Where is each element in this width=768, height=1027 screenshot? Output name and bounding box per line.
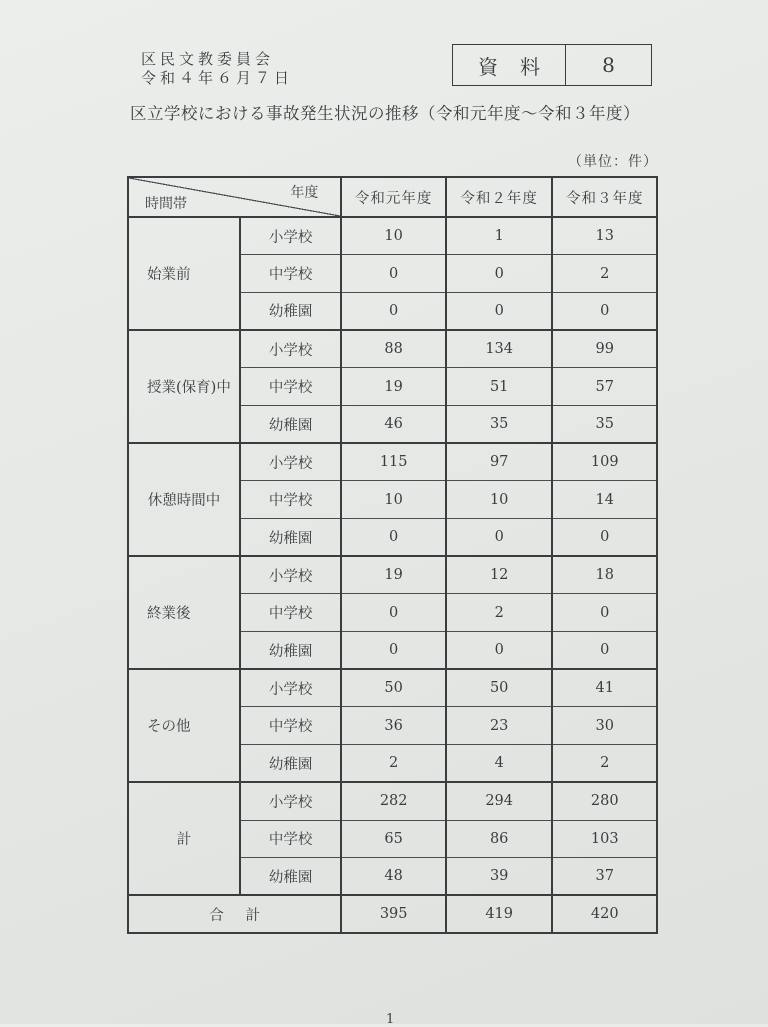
count-cell: 0 bbox=[341, 594, 446, 632]
school-type-label: 幼稚園 bbox=[240, 519, 341, 557]
count-cell: 57 bbox=[552, 368, 657, 406]
reference-number: 8 bbox=[602, 53, 615, 77]
count-cell: 0 bbox=[446, 255, 553, 293]
count-cell: 0 bbox=[446, 632, 553, 670]
count-cell: 65 bbox=[341, 820, 446, 858]
table-row bbox=[128, 556, 657, 594]
table-row bbox=[128, 669, 657, 707]
count-cell: 19 bbox=[341, 556, 446, 594]
document-title: 区立学校における事故発生状況の推移（令和元年度〜令和３年度） bbox=[130, 104, 640, 123]
count-cell: 0 bbox=[552, 594, 657, 632]
count-cell: 0 bbox=[341, 519, 446, 557]
count-cell: 10 bbox=[341, 217, 446, 255]
count-cell: 12 bbox=[446, 556, 553, 594]
count-cell: 50 bbox=[341, 669, 446, 707]
count-cell: 0 bbox=[552, 519, 657, 557]
count-cell: 1 bbox=[446, 217, 553, 255]
timeslot-label: 終業後 bbox=[128, 556, 240, 669]
timeslot-label: 休憩時間中 bbox=[128, 443, 240, 556]
corner-header-cell bbox=[128, 177, 341, 217]
corner-timeslot-label: 時間帯 bbox=[145, 196, 187, 212]
year-header: 令和２年度 bbox=[446, 177, 553, 217]
table-row bbox=[128, 217, 657, 255]
count-cell: 10 bbox=[341, 481, 446, 519]
total-label: 合計 bbox=[128, 895, 341, 933]
school-type-label: 中学校 bbox=[240, 707, 341, 745]
table-row bbox=[128, 782, 657, 820]
school-type-label: 小学校 bbox=[240, 443, 341, 481]
count-cell: 282 bbox=[341, 782, 446, 820]
count-cell: 23 bbox=[446, 707, 553, 745]
count-cell: 30 bbox=[552, 707, 657, 745]
committee-name: 区民文教委員会 bbox=[141, 50, 275, 68]
count-cell: 2 bbox=[341, 745, 446, 783]
school-type-label: 中学校 bbox=[240, 481, 341, 519]
timeslot-label: 始業前 bbox=[128, 217, 240, 330]
total-cell: 419 bbox=[446, 895, 553, 933]
school-type-label: 幼稚園 bbox=[240, 292, 341, 330]
corner-year-label: 年度 bbox=[290, 185, 319, 201]
count-cell: 99 bbox=[552, 330, 657, 368]
count-cell: 2 bbox=[552, 255, 657, 293]
table-row bbox=[128, 330, 657, 368]
count-cell: 48 bbox=[341, 858, 446, 896]
year-header: 令和元年度 bbox=[341, 177, 446, 217]
school-type-label: 幼稚園 bbox=[240, 745, 341, 783]
count-cell: 10 bbox=[446, 481, 553, 519]
count-cell: 0 bbox=[446, 292, 553, 330]
count-cell: 134 bbox=[446, 330, 553, 368]
unit-note: （単位：件） bbox=[568, 154, 658, 170]
reference-label: 資料 bbox=[453, 45, 566, 85]
school-type-label: 幼稚園 bbox=[240, 858, 341, 896]
count-cell: 97 bbox=[446, 443, 553, 481]
count-cell: 0 bbox=[341, 255, 446, 293]
timeslot-label: 授業(保育)中 bbox=[128, 330, 240, 443]
document-date: 令和４年６月７日 bbox=[141, 69, 294, 87]
count-cell: 50 bbox=[446, 669, 553, 707]
total-row bbox=[128, 895, 657, 933]
count-cell: 109 bbox=[552, 443, 657, 481]
school-type-label: 中学校 bbox=[240, 820, 341, 858]
table-row bbox=[128, 443, 657, 481]
count-cell: 4 bbox=[446, 745, 553, 783]
school-type-label: 小学校 bbox=[240, 556, 341, 594]
count-cell: 0 bbox=[446, 519, 553, 557]
count-cell: 14 bbox=[552, 481, 657, 519]
school-type-label: 小学校 bbox=[240, 782, 341, 820]
count-cell: 41 bbox=[552, 669, 657, 707]
count-cell: 103 bbox=[552, 820, 657, 858]
count-cell: 13 bbox=[552, 217, 657, 255]
page-number: 1 bbox=[386, 1012, 395, 1027]
total-cell: 395 bbox=[341, 895, 446, 933]
count-cell: 19 bbox=[341, 368, 446, 406]
count-cell: 46 bbox=[341, 405, 446, 443]
count-cell: 0 bbox=[341, 292, 446, 330]
reference-box bbox=[452, 44, 652, 86]
count-cell: 2 bbox=[552, 745, 657, 783]
count-cell: 18 bbox=[552, 556, 657, 594]
school-type-label: 中学校 bbox=[240, 368, 341, 406]
school-type-label: 中学校 bbox=[240, 255, 341, 293]
count-cell: 88 bbox=[341, 330, 446, 368]
count-cell: 115 bbox=[341, 443, 446, 481]
count-cell: 280 bbox=[552, 782, 657, 820]
total-cell: 420 bbox=[552, 895, 657, 933]
school-type-label: 小学校 bbox=[240, 330, 341, 368]
count-cell: 36 bbox=[341, 707, 446, 745]
count-cell: 294 bbox=[446, 782, 553, 820]
accident-table bbox=[127, 176, 658, 934]
count-cell: 35 bbox=[552, 405, 657, 443]
count-cell: 35 bbox=[446, 405, 553, 443]
school-type-label: 幼稚園 bbox=[240, 632, 341, 670]
count-cell: 37 bbox=[552, 858, 657, 896]
timeslot-label: 計 bbox=[128, 782, 240, 895]
count-cell: 0 bbox=[552, 632, 657, 670]
school-type-label: 小学校 bbox=[240, 217, 341, 255]
count-cell: 2 bbox=[446, 594, 553, 632]
school-type-label: 中学校 bbox=[240, 594, 341, 632]
school-type-label: 小学校 bbox=[240, 669, 341, 707]
count-cell: 86 bbox=[446, 820, 553, 858]
count-cell: 0 bbox=[552, 292, 657, 330]
count-cell: 51 bbox=[446, 368, 553, 406]
count-cell: 0 bbox=[341, 632, 446, 670]
school-type-label: 幼稚園 bbox=[240, 405, 341, 443]
year-header: 令和３年度 bbox=[552, 177, 657, 217]
table-header-row bbox=[128, 177, 657, 217]
timeslot-label: その他 bbox=[128, 669, 240, 782]
count-cell: 39 bbox=[446, 858, 553, 896]
